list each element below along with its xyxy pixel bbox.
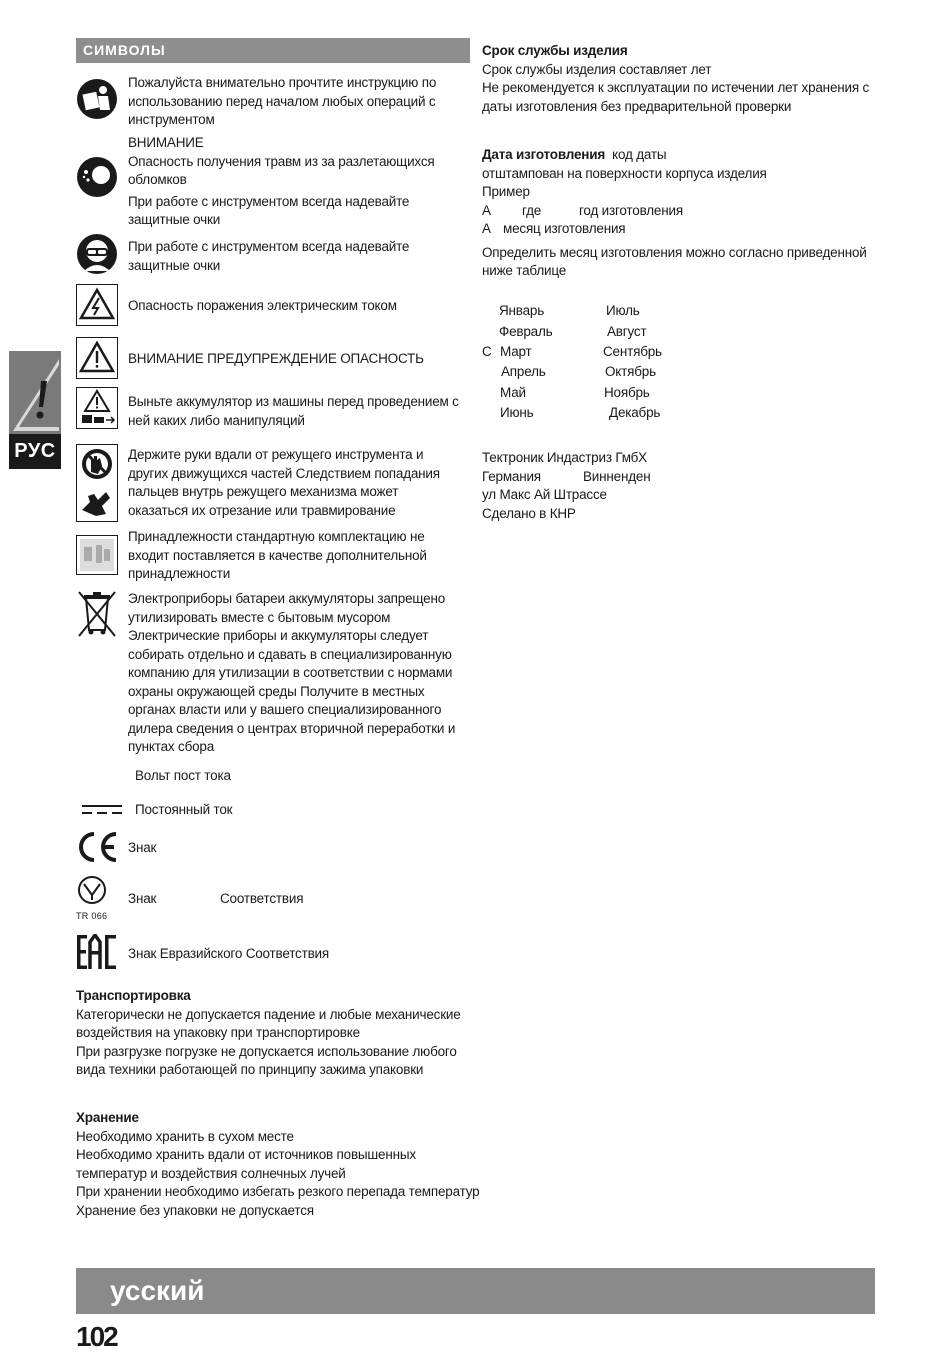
text-line: При разгрузке погрузке не допускается использование любого bbox=[76, 1043, 457, 1059]
text-line: принадлежности bbox=[128, 566, 231, 581]
text-line: пальцев внутрь режущего механизма может bbox=[128, 484, 399, 499]
text-line: Пожалуйста внимательно прочтите инструкцию по bbox=[128, 75, 437, 90]
month-right-6: Декабрь bbox=[609, 405, 661, 420]
text-line: Опасность получения травм из за разлетающихся bbox=[128, 153, 435, 169]
text-line: Не рекомендуется к эксплуатации по истечении лет хранения с bbox=[482, 80, 870, 95]
text-line: При работе с инструментом всегда надевайте bbox=[128, 193, 410, 209]
text-line: охраны окружающей среды Получите в местных bbox=[128, 683, 425, 699]
text-line: Срок службы изделия составляет лет bbox=[482, 61, 712, 77]
month-right-2: Август bbox=[607, 324, 647, 339]
text-line: Необходимо хранить вдали от источников повышенных bbox=[76, 1147, 416, 1162]
address-city: Винненден bbox=[583, 468, 651, 484]
text-line: Опасность поражения электрическим током bbox=[128, 298, 397, 313]
text-line: При хранении необходимо избегать резкого перепада температур bbox=[76, 1184, 480, 1199]
text-line: При работе с инструментом всегда надевайте bbox=[128, 239, 410, 254]
weee-bin-icon bbox=[76, 590, 118, 643]
eac-mark-text: Знак Евразийского Соответствия bbox=[128, 946, 330, 961]
example-where: где bbox=[522, 202, 542, 218]
footer-language: усский bbox=[110, 1275, 205, 1306]
storage-section bbox=[76, 1109, 480, 1220]
service-life-section bbox=[482, 42, 882, 116]
text-line: использованию перед началом любых операций с bbox=[128, 93, 436, 109]
side-warning-icon bbox=[9, 351, 61, 434]
symbol-text-warning bbox=[128, 350, 468, 369]
accessory-icon bbox=[76, 535, 118, 580]
manufacture-date-suffix: код даты bbox=[612, 147, 667, 162]
text-line: Принадлежности стандартную комплектацию не bbox=[128, 529, 425, 544]
example-month: месяц изготовления bbox=[503, 221, 626, 236]
text-line: Определить месяц изготовления можно согласно приведенной bbox=[482, 244, 867, 260]
text-line: защитные очки bbox=[128, 212, 221, 227]
symbol-text-flying-debris bbox=[128, 134, 468, 230]
symbol-text-electric-shock bbox=[128, 297, 468, 316]
ua-mark-text: Знак bbox=[128, 891, 157, 906]
symbols-header: СИМВОЛЫ bbox=[76, 38, 470, 63]
text-line: температур и воздействия солнечных лучей bbox=[76, 1165, 346, 1181]
text-line: Держите руки вдали от режущего инструмента и bbox=[128, 447, 424, 462]
month-left-6: Июнь bbox=[500, 405, 534, 420]
text-line: Сделано в КНР bbox=[482, 505, 576, 521]
keep-hands-away-icon bbox=[76, 444, 118, 527]
text-line: Электроприборы батареи аккумуляторы запрещено bbox=[128, 591, 446, 606]
transport-section bbox=[76, 987, 476, 1080]
storage-title: Хранение bbox=[76, 1110, 139, 1125]
symbol-text-read-manual bbox=[128, 74, 468, 130]
eac-mark-icon bbox=[76, 934, 120, 975]
month-left-3: Март bbox=[500, 344, 532, 359]
month-left-1: Январь bbox=[499, 303, 545, 318]
ua-mark-conformity-text: Соответствия bbox=[220, 891, 304, 906]
ce-mark-icon bbox=[76, 830, 120, 869]
text-line: защитные очки bbox=[128, 257, 221, 273]
example-a2: А bbox=[482, 221, 491, 236]
example-year: год изготовления bbox=[579, 202, 683, 218]
page-number: 102 bbox=[76, 1321, 117, 1352]
text-line: ул Макс Ай Штрассе bbox=[482, 487, 607, 502]
text-line: Тектроник Индастриз ГмбХ bbox=[482, 450, 647, 465]
remove-battery-icon bbox=[76, 387, 118, 434]
footer-language-bar bbox=[76, 1268, 875, 1314]
text-line: органах власти или у вашего специализированного bbox=[128, 702, 442, 717]
text-line: собирать отдельно и сдавать в специализированную bbox=[128, 646, 452, 662]
month-right-5: Ноябрь bbox=[604, 385, 650, 400]
text-line: даты изготовления без предварительной проверки bbox=[482, 98, 792, 114]
ua-mark-code: TR 066 bbox=[76, 911, 108, 921]
address-country: Германия bbox=[482, 468, 541, 484]
service-life-title: Срок службы изделия bbox=[482, 43, 628, 58]
text-line: Необходимо хранить в сухом месте bbox=[76, 1128, 294, 1144]
month-right-4: Октябрь bbox=[605, 364, 656, 379]
language-tab-rus: РУС bbox=[9, 434, 61, 469]
symbol-text-weee bbox=[128, 590, 468, 757]
ua-conformity-icon bbox=[76, 875, 112, 914]
month-left-5: Май bbox=[500, 385, 526, 400]
text-line: ней каких либо манипуляций bbox=[128, 412, 305, 428]
text-line: компанию для утилизации в соответствии с нормами bbox=[128, 665, 453, 680]
text-line: Пример bbox=[482, 184, 530, 199]
text-line: Хранение без упаковки не допускается bbox=[76, 1202, 314, 1218]
symbol-text-accessory bbox=[128, 528, 468, 584]
text-line: оказаться их отрезание или травмирование bbox=[128, 502, 396, 518]
manufacturer-address bbox=[482, 449, 882, 523]
symbol-text-remove-battery bbox=[128, 393, 468, 430]
volt-dc-text: Вольт пост тока bbox=[135, 768, 231, 783]
text-line: пунктах сбора bbox=[128, 739, 215, 754]
text-line: обломков bbox=[128, 172, 187, 187]
dc-current-icon bbox=[76, 803, 126, 822]
flying-debris-icon bbox=[76, 156, 118, 203]
symbol-text-goggles bbox=[128, 238, 468, 275]
safety-goggles-icon bbox=[76, 233, 118, 280]
electric-shock-icon bbox=[76, 284, 118, 331]
text-line: вида техники работающей по принципу зажима упаковки bbox=[76, 1062, 424, 1077]
text-line: утилизировать вместе с бытовым мусором bbox=[128, 609, 391, 625]
text-line: воздействия на упаковку при транспортировке bbox=[76, 1025, 360, 1040]
month-right-1: Июль bbox=[606, 303, 640, 318]
text-line: Категорически не допускается падение и любые механические bbox=[76, 1006, 461, 1022]
side-warning-tab bbox=[9, 351, 61, 434]
transport-title: Транспортировка bbox=[76, 988, 191, 1003]
months-prefix: С bbox=[482, 344, 492, 359]
read-manual-icon bbox=[76, 78, 118, 125]
text-line: ВНИМАНИЕ ПРЕДУПРЕЖДЕНИЕ ОПАСНОСТЬ bbox=[128, 351, 424, 366]
text-line: входит поставляется в качестве дополнительной bbox=[128, 547, 427, 563]
example-a1: А bbox=[482, 202, 491, 218]
text-line: Выньте аккумулятор из машины перед проведением с bbox=[128, 394, 459, 409]
text-line: отштампован на поверхности корпуса изделия bbox=[482, 165, 767, 181]
symbol-text-keep-hands-away bbox=[128, 446, 468, 520]
text-line: ВНИМАНИЕ bbox=[128, 135, 204, 150]
text-line: дилера сведения о центрах вторичной переработки и bbox=[128, 720, 456, 736]
dc-current-text: Постоянный ток bbox=[135, 802, 233, 817]
month-left-4: Апрель bbox=[501, 364, 546, 379]
ce-mark-text: Знак bbox=[128, 840, 157, 855]
manufacture-date-title: Дата изготовления bbox=[482, 147, 605, 162]
text-line: ниже таблице bbox=[482, 263, 567, 278]
manufacture-date-section bbox=[482, 146, 882, 281]
text-line: Электрические приборы и аккумуляторы следует bbox=[128, 628, 429, 643]
warning-triangle-icon bbox=[76, 337, 118, 384]
month-right-3: Сентябрь bbox=[603, 344, 662, 359]
text-line: других движущихся частей Следствием попадания bbox=[128, 465, 440, 481]
month-left-2: Февраль bbox=[499, 324, 553, 339]
text-line: инструментом bbox=[128, 112, 215, 127]
